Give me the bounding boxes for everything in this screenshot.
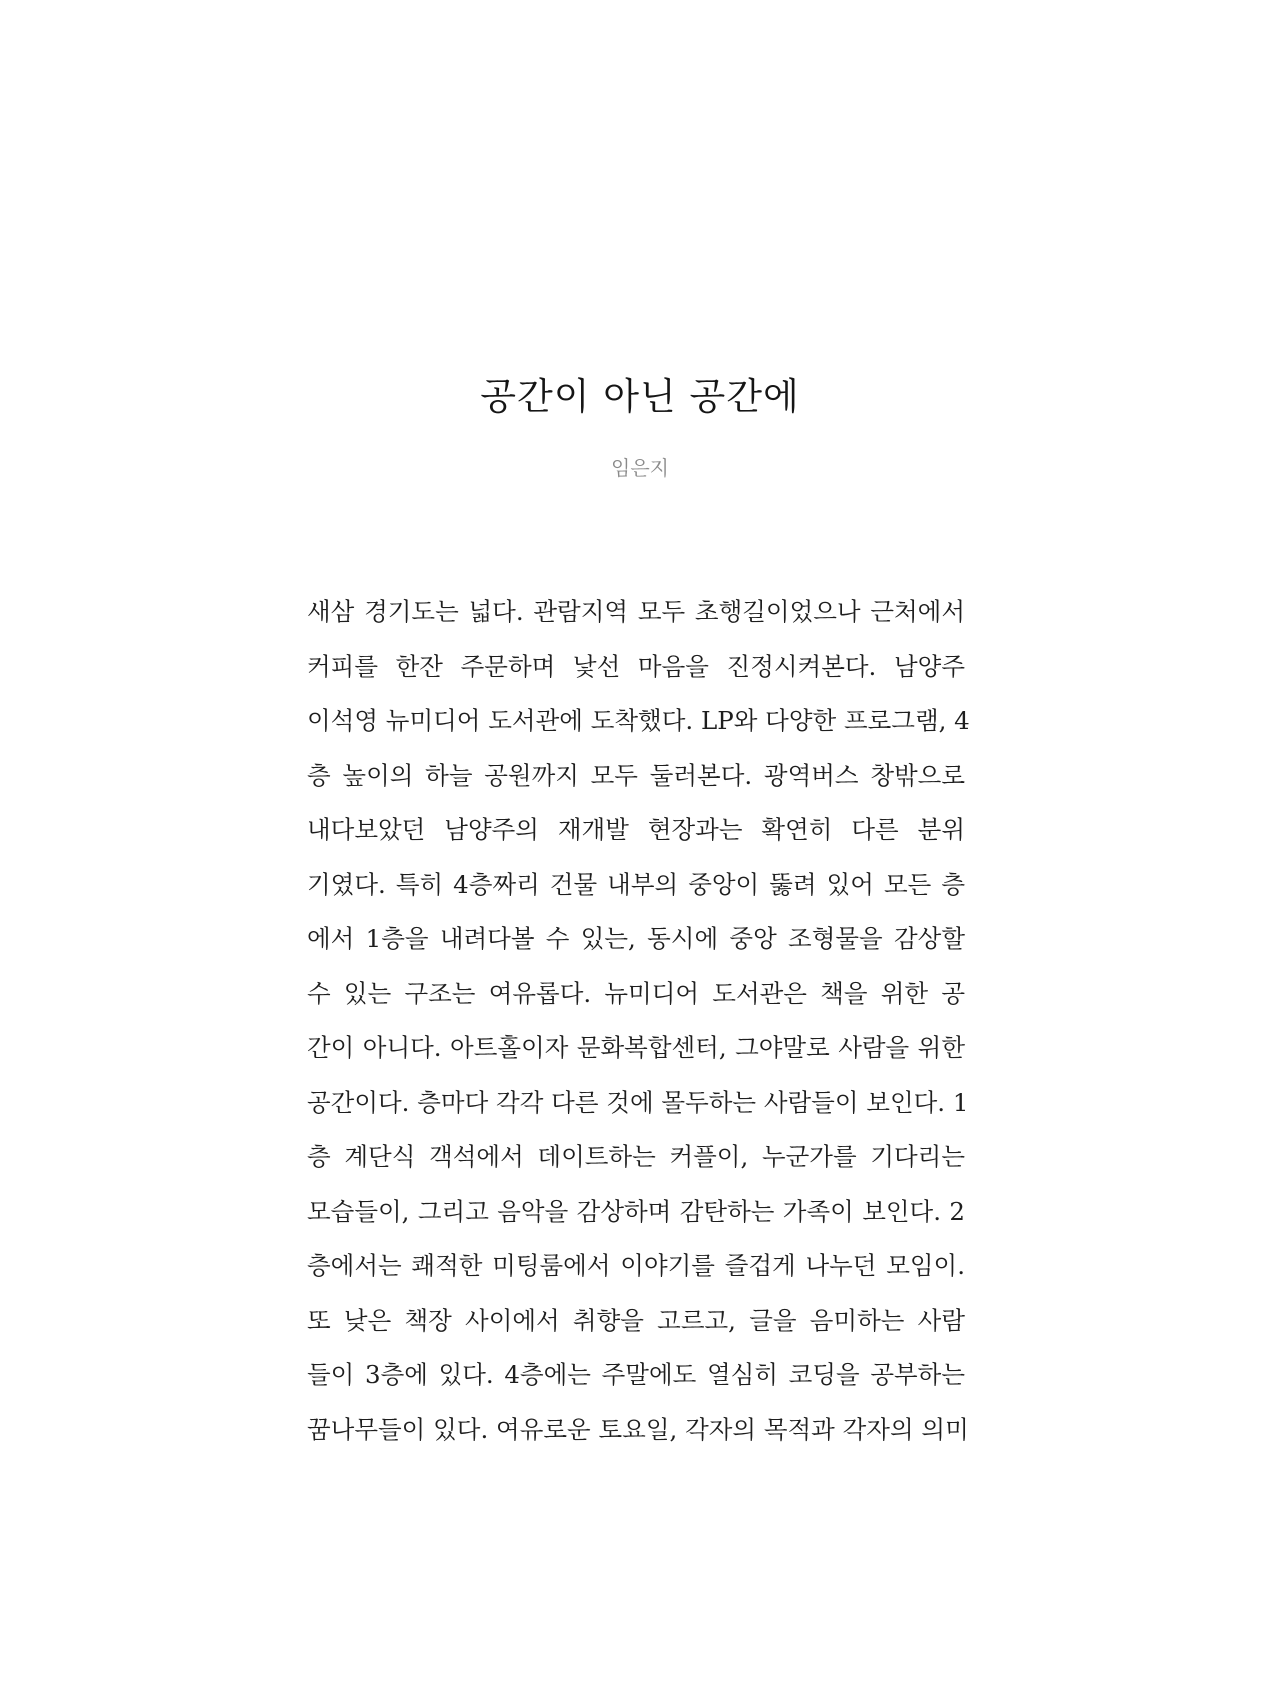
body-line: 꿈나무들이 있다. 여유로운 토요일, 각자의 목적과 각자의 의미: [307, 1414, 969, 1444]
body-line: 층 높이의 하늘 공원까지 모두 둘러본다. 광역버스 창밖으로: [307, 760, 965, 790]
body-line: 층 계단식 객석에서 데이트하는 커플이, 누군가를 기다리는: [307, 1142, 965, 1171]
body-line: 새삼 경기도는 넓다. 관람지역 모두 초행길이었으나 근처에서: [307, 597, 965, 626]
body-line: 들이 3층에 있다. 4층에는 주말에도 열심히 코딩을 공부하는: [307, 1360, 965, 1389]
body-line: 층에서는 쾌적한 미팅룸에서 이야기를 즐겁게 나누던 모임이.: [307, 1251, 965, 1280]
body-line: 커피를 한잔 주문하며 낯선 마음을 진정시켜본다. 남양주: [307, 651, 965, 681]
body-line: 모습들이, 그리고 음악을 감상하며 감탄하는 가족이 보인다. 2: [307, 1196, 965, 1226]
body-line: 공간이다. 층마다 각각 다른 것에 몰두하는 사람들이 보인다. 1: [307, 1087, 969, 1117]
article-author: 임은지: [611, 456, 669, 480]
body-line: 또 낮은 책장 사이에서 취향을 고르고, 글을 음미하는 사람: [307, 1305, 965, 1335]
body-line: 에서 1층을 내려다볼 수 있는, 동시에 중앙 조형물을 감상할: [307, 924, 965, 953]
body-line: 간이 아니다. 아트홀이자 문화복합센터, 그야말로 사람을 위한: [307, 1033, 965, 1062]
body-line: 수 있는 구조는 여유롭다. 뉴미디어 도서관은 책을 위한 공: [307, 978, 965, 1008]
body-line: 이석영 뉴미디어 도서관에 도착했다. LP와 다양한 프로그램, 4: [307, 706, 970, 735]
body-line: 내다보았던 남양주의 재개발 현장과는 확연히 다른 분위: [307, 815, 965, 844]
body-line: 기였다. 특히 4층짜리 건물 내부의 중앙이 뚫려 있어 모든 층: [307, 869, 965, 899]
article-body: [307, 585, 970, 1457]
article-title: 공간이 아닌 공간에: [480, 375, 800, 418]
